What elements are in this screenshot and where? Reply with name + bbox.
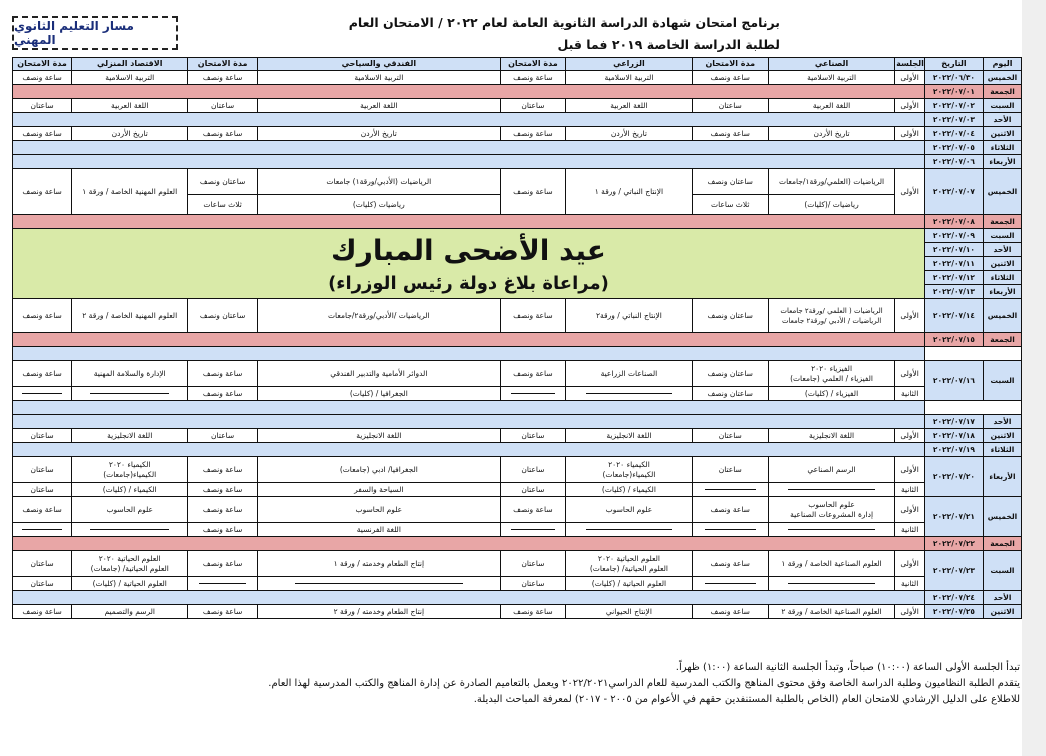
day-cell: السبت (984, 99, 1022, 113)
subject-cell (768, 299, 895, 333)
duration-cell: ثلاث ساعات (188, 195, 258, 215)
session-cell: الثانية (895, 523, 925, 537)
date-cell: ٢٠٢٢/٠٧/١٩ (924, 443, 983, 457)
subject-cell: التربية الاسلامية (768, 71, 895, 85)
subject-cell: اللغة العربية (566, 99, 693, 113)
day-cell: السبت (984, 361, 1022, 401)
eid-title: عيد الأضحى المبارك (331, 233, 606, 267)
date-cell: ٢٠٢٢/٠٧/٠١ (924, 85, 983, 99)
day-cell: الأربعاء (984, 457, 1022, 497)
subject-cell: العلوم الصناعية الخاصة / ورقة ١ (768, 551, 895, 577)
empty-cell (924, 401, 1021, 415)
date-cell: ٢٠٢٢/٠٧/٢٥ (924, 605, 983, 619)
duration-cell: ساعة ونصف (188, 361, 258, 387)
subject-line: الكيمياء ٢٠٢٠ (608, 459, 650, 469)
duration-cell: ساعة ونصف (13, 127, 72, 141)
duration-cell: ساعتان (692, 99, 768, 113)
duration-cell: ساعة ونصف (500, 497, 565, 523)
header-industrial: الصناعي (768, 58, 895, 71)
duration-cell: ساعتان (500, 483, 565, 497)
subject-cell: رياضيات (كليات) (257, 195, 500, 215)
table-row (13, 551, 1022, 577)
duration-cell: ساعتان ونصف (188, 299, 258, 333)
table-row (13, 523, 1022, 537)
subject-cell: اللغة الانجليزية (768, 429, 895, 443)
duration-cell: ساعتان (500, 429, 565, 443)
subject-line: العلوم الحياتية ٢٠٢٠ (98, 553, 161, 563)
duration-cell: ساعة ونصف (188, 457, 258, 483)
track-badge: مسار التعليم الثانوي المهني (12, 16, 178, 50)
subject-cell (768, 361, 895, 387)
date-cell: ٢٠٢٢/٠٧/٠٨ (924, 215, 983, 229)
day-cell: الأحد (984, 113, 1022, 127)
table-row (13, 605, 1022, 619)
subject-cell (72, 457, 188, 483)
header-hotel: الفندقي والسياحي (257, 58, 500, 71)
header-duration: مدة الامتحان (188, 58, 258, 71)
duration-cell: ساعة ونصف (500, 169, 565, 215)
duration-cell: ساعتان (500, 99, 565, 113)
table-row (13, 155, 1022, 169)
date-cell: ٢٠٢٢/٠٧/٠٩ (924, 229, 983, 243)
date-cell: ٢٠٢٢/٠٧/٠٢ (924, 99, 983, 113)
date-cell: ٢٠٢٢/٠٧/٢٤ (924, 591, 983, 605)
eid-holiday-banner (13, 229, 925, 299)
day-cell: الخميس (984, 71, 1022, 85)
empty-cell (13, 591, 925, 605)
subject-cell: التربية الاسلامية (257, 71, 500, 85)
date-cell: ٢٠٢٢/٠٦/٣٠ (924, 71, 983, 85)
day-cell: الجمعة (984, 85, 1022, 99)
table-row (13, 127, 1022, 141)
day-cell: الخميس (984, 299, 1022, 333)
date-cell: ٢٠٢٢/٠٧/١٠ (924, 243, 983, 257)
empty-cell (13, 401, 925, 415)
date-cell: ٢٠٢٢/٠٧/١٦ (924, 361, 983, 401)
duration-cell: ساعتان (500, 551, 565, 577)
day-cell: الجمعة (984, 333, 1022, 347)
dash-cell (500, 523, 565, 537)
header-duration: مدة الامتحان (692, 58, 768, 71)
duration-cell: ساعة ونصف (188, 497, 258, 523)
table-row (13, 347, 1022, 361)
empty-cell (13, 333, 925, 347)
day-cell: الجمعة (984, 537, 1022, 551)
subject-cell: التربية الاسلامية (72, 71, 188, 85)
header-duration: مدة الامتحان (500, 58, 565, 71)
dash-cell (566, 387, 693, 401)
subject-cell: علوم الحاسوب (72, 497, 188, 523)
subject-cell: علوم الحاسوب (566, 497, 693, 523)
subject-line: علوم الحاسوب (808, 499, 855, 509)
subject-cell: الفيزياء / (كليات) (768, 387, 895, 401)
dash-cell (768, 577, 895, 591)
subject-line: الرياضيات ( العلمي /ورقة٢ جامعات (780, 306, 883, 315)
subject-cell: إنتاج الطعام وخدمته / ورقة ٢ (257, 605, 500, 619)
session-cell: الأولى (895, 169, 925, 215)
date-cell: ٢٠٢٢/٠٧/١١ (924, 257, 983, 271)
subject-line: الكيمياء(جامعات) (103, 469, 157, 479)
dash-cell (72, 387, 188, 401)
subject-cell: الإنتاج النباتي / ورقة ١ (566, 169, 693, 215)
page-subtitle: لطلبة الدراسة الخاصة ٢٠١٩ فما قبل (557, 37, 780, 52)
dash-cell (257, 577, 500, 591)
table-row (13, 169, 1022, 195)
duration-cell: ساعة ونصف (188, 71, 258, 85)
table-row (13, 113, 1022, 127)
duration-cell: ساعة ونصف (500, 71, 565, 85)
day-cell: الثلاثاء (984, 141, 1022, 155)
date-cell: ٢٠٢٢/٠٧/١٨ (924, 429, 983, 443)
empty-cell (13, 85, 925, 99)
table-row (13, 577, 1022, 591)
duration-cell: ساعة ونصف (13, 497, 72, 523)
subject-cell: الرياضيات /الأدبي/ورقة٢/جامعات (257, 299, 500, 333)
table-row (13, 415, 1022, 429)
day-cell: السبت (984, 229, 1022, 243)
subject-cell: تاريخ الأردن (768, 127, 895, 141)
session-cell: الأولى (895, 497, 925, 523)
subject-cell: الرياضيات (الأدبي/ورقة١) جامعات (257, 169, 500, 195)
duration-cell: ساعة ونصف (188, 523, 258, 537)
subject-cell: اللغة الانجليزية (72, 429, 188, 443)
duration-cell: ساعتان (13, 457, 72, 483)
subject-line: إدارة المشروعات الصناعية (790, 509, 874, 519)
duration-cell: ساعتان (500, 577, 565, 591)
dash-cell (13, 523, 72, 537)
duration-cell: ساعة ونصف (692, 551, 768, 577)
day-cell: الجمعة (984, 215, 1022, 229)
empty-cell (13, 141, 925, 155)
subject-line: الرياضيات / الأدبي /ورقة٢ جامعات (781, 316, 882, 325)
session-cell: الثانية (895, 387, 925, 401)
day-cell: الأحد (984, 243, 1022, 257)
day-cell: الخميس (984, 169, 1022, 215)
subject-cell (566, 551, 693, 577)
duration-cell: ساعة ونصف (13, 299, 72, 333)
exam-schedule-table (12, 57, 1022, 619)
page-title: برنامج امتحان شهادة الدراسة الثانوية العامة لعام ٢٠٢٢ / الامتحان العام (348, 15, 780, 30)
table-row (13, 443, 1022, 457)
date-cell: ٢٠٢٢/٠٧/١٤ (924, 299, 983, 333)
session-cell: الثانية (895, 577, 925, 591)
subject-cell: الجغرافيا / (كليات) (257, 387, 500, 401)
empty-cell (13, 537, 925, 551)
day-cell: الاثنين (984, 429, 1022, 443)
day-cell: الاثنين (984, 127, 1022, 141)
duration-cell: ساعة ونصف (500, 127, 565, 141)
duration-cell: ساعتان (13, 483, 72, 497)
dash-cell (566, 523, 693, 537)
duration-cell: ساعتان (13, 551, 72, 577)
duration-cell: ساعة ونصف (13, 605, 72, 619)
dash-cell (500, 387, 565, 401)
duration-cell: ساعة ونصف (692, 605, 768, 619)
duration-cell: ساعتان (13, 429, 72, 443)
table-row (13, 361, 1022, 387)
table-row (13, 387, 1022, 401)
subject-cell: إنتاج الطعام وخدمته / ورقة ١ (257, 551, 500, 577)
empty-cell (13, 113, 925, 127)
dash-cell (768, 483, 895, 497)
subject-cell: الرسم الصناعي (768, 457, 895, 483)
duration-cell: ثلاث ساعات (692, 195, 768, 215)
subject-cell: اللغة العربية (768, 99, 895, 113)
subject-cell: العلوم المهنية الخاصة / ورقة ١ (72, 169, 188, 215)
duration-cell: ساعة ونصف (13, 169, 72, 215)
date-cell: ٢٠٢٢/٠٧/١٣ (924, 285, 983, 299)
table-row (13, 591, 1022, 605)
duration-cell: ساعة ونصف (692, 71, 768, 85)
header-day: اليوم (984, 58, 1022, 71)
session-cell: الأولى (895, 361, 925, 387)
duration-cell: ساعتان (500, 457, 565, 483)
subject-line: الكيمياء ٢٠٢٠ (108, 459, 151, 469)
date-cell: ٢٠٢٢/٠٧/١٥ (924, 333, 983, 347)
duration-cell: ساعة ونصف (13, 71, 72, 85)
duration-cell: ساعة ونصف (188, 483, 258, 497)
subject-cell: الجغرافيا/ ادبي (جامعات) (257, 457, 500, 483)
subject-cell: العلوم الحياتية / (كليات) (566, 577, 693, 591)
header-agricultural: الزراعي (566, 58, 693, 71)
duration-cell: ساعتان (13, 99, 72, 113)
subject-cell: تاريخ الأردن (566, 127, 693, 141)
date-cell: ٢٠٢٢/٠٧/١٢ (924, 271, 983, 285)
session-cell: الأولى (895, 71, 925, 85)
subject-cell: الكيمياء / (كليات) (566, 483, 693, 497)
subject-cell: الكيمياء / (كليات) (72, 483, 188, 497)
subject-line: الفيزياء / العلمي (جامعات) (790, 373, 874, 383)
notes-block (200, 660, 1020, 708)
duration-cell: ساعتان ونصف (692, 361, 768, 387)
note-line: تبدأ الجلسة الأولى الساعة (١٠:٠٠) صباحاً، وتبدأ الجلسة الثانية الساعة (١:٠٠) ظهراً. (675, 662, 1020, 673)
duration-cell: ساعة ونصف (188, 605, 258, 619)
table-row (13, 229, 1022, 243)
table-row (13, 483, 1022, 497)
duration-cell: ساعة ونصف (692, 127, 768, 141)
subject-cell: علوم الحاسوب (257, 497, 500, 523)
duration-cell: ساعتان (692, 429, 768, 443)
dash-cell (692, 523, 768, 537)
subject-cell: تاريخ الأردن (72, 127, 188, 141)
table-row (13, 215, 1022, 229)
dash-cell (692, 577, 768, 591)
duration-cell: ساعة ونصف (188, 551, 258, 577)
date-cell: ٢٠٢٢/٠٧/٢٢ (924, 537, 983, 551)
subject-cell: اللغة الفرنسية (257, 523, 500, 537)
day-cell: الأربعاء (984, 155, 1022, 169)
session-cell: الأولى (895, 127, 925, 141)
subject-cell: اللغة العربية (72, 99, 188, 113)
dash-cell (72, 523, 188, 537)
day-cell: الثلاثاء (984, 271, 1022, 285)
duration-cell: ساعة ونصف (500, 299, 565, 333)
table-row (13, 299, 1022, 333)
table-row (13, 497, 1022, 523)
subject-cell: الإنتاج النباتي / ورقة٢ (566, 299, 693, 333)
session-cell: الثانية (895, 483, 925, 497)
note-line: للاطلاع على الدليل الإرشادي للامتحان العام (الخاص بالطلبة المستنفدين حقهم في الأعوام من ٢٠٠٥ - ٢٠١٧) لمعرفة المباحث البديلة. (473, 694, 1020, 705)
day-cell: السبت (984, 551, 1022, 591)
date-cell: ٢٠٢٢/٠٧/٢٣ (924, 551, 983, 591)
subject-line: الكيمياء(جامعات) (602, 469, 656, 479)
duration-cell: ساعة ونصف (188, 387, 258, 401)
subject-cell: العلوم الحياتية / (كليات) (72, 577, 188, 591)
dash-cell (188, 577, 258, 591)
subject-cell: الصناعات الزراعية (566, 361, 693, 387)
duration-cell: ساعة ونصف (188, 127, 258, 141)
table-row (13, 71, 1022, 85)
day-cell: الاثنين (984, 605, 1022, 619)
date-cell: ٢٠٢٢/٠٧/٠٤ (924, 127, 983, 141)
date-cell: ٢٠٢٢/٠٧/٢١ (924, 497, 983, 537)
duration-cell: ساعة ونصف (500, 605, 565, 619)
session-cell: الأولى (895, 299, 925, 333)
duration-cell: ساعتان ونصف (692, 169, 768, 195)
subject-cell: السياحة والسفر (257, 483, 500, 497)
table-row (13, 401, 1022, 415)
subject-cell: العلوم المهنية الخاصة / ورقة ٢ (72, 299, 188, 333)
header-date: التاريخ (924, 58, 983, 71)
subject-cell: اللغة العربية (257, 99, 500, 113)
subject-cell (768, 497, 895, 523)
day-cell: الخميس (984, 497, 1022, 537)
empty-cell (13, 415, 925, 429)
table-row (13, 85, 1022, 99)
date-cell: ٢٠٢٢/٠٧/٠٣ (924, 113, 983, 127)
subject-cell: العلوم الصناعية الخاصة / ورقة ٢ (768, 605, 895, 619)
duration-cell: ساعة ونصف (13, 361, 72, 387)
header-row (13, 58, 1022, 71)
subject-line: الفيزياء ٢٠٢٠ (811, 363, 853, 373)
subject-cell: الرسم والتصميم (72, 605, 188, 619)
table-row (13, 537, 1022, 551)
subject-cell: تاريخ الأردن (257, 127, 500, 141)
table-row (13, 457, 1022, 483)
duration-cell: ساعة ونصف (692, 497, 768, 523)
dash-cell (768, 523, 895, 537)
duration-cell: ساعتان (692, 457, 768, 483)
empty-cell (13, 347, 925, 361)
date-cell: ٢٠٢٢/٠٧/٠٥ (924, 141, 983, 155)
day-cell: الاثنين (984, 257, 1022, 271)
empty-cell (13, 155, 925, 169)
date-cell: ٢٠٢٢/٠٧/٢٠ (924, 457, 983, 497)
title-block (200, 12, 780, 56)
subject-cell: الرياضيات (العلمي/ورقة١/جامعات (768, 169, 895, 195)
date-cell: ٢٠٢٢/٠٧/١٧ (924, 415, 983, 429)
duration-cell: ساعتان (13, 577, 72, 591)
table-row (13, 99, 1022, 113)
date-cell: ٢٠٢٢/٠٧/٠٦ (924, 155, 983, 169)
subject-line: العلوم الحياتية/ (جامعات) (589, 563, 669, 573)
subject-cell: الدوائر الأمامية والتدبير الفندقي (257, 361, 500, 387)
subject-line: العلوم الحياتية ٢٠٢٠ (597, 553, 660, 563)
subject-cell: الإدارة والسلامة المهنية (72, 361, 188, 387)
session-cell: الأولى (895, 457, 925, 483)
header-session: الجلسة (895, 58, 925, 71)
duration-cell: ساعتان ونصف (692, 299, 768, 333)
duration-cell: ساعتان (188, 429, 258, 443)
eid-subtitle: (مراعاة بلاغ دولة رئيس الوزراء) (328, 272, 609, 294)
day-cell: الأحد (984, 415, 1022, 429)
dash-cell (13, 387, 72, 401)
subject-cell (566, 457, 693, 483)
session-cell: الأولى (895, 99, 925, 113)
duration-cell: ساعتان ونصف (188, 169, 258, 195)
day-cell: الثلاثاء (984, 443, 1022, 457)
session-cell: الأولى (895, 551, 925, 577)
duration-cell: ساعة ونصف (500, 361, 565, 387)
subject-cell: اللغة الانجليزية (257, 429, 500, 443)
session-cell: الأولى (895, 429, 925, 443)
table-row (13, 429, 1022, 443)
day-cell: الأربعاء (984, 285, 1022, 299)
session-cell: الأولى (895, 605, 925, 619)
day-cell: الأحد (984, 591, 1022, 605)
header-home-economics: الاقتصاد المنزلي (72, 58, 188, 71)
subject-cell: رياضيات /(كليات) (768, 195, 895, 215)
table-row (13, 141, 1022, 155)
empty-cell (13, 215, 925, 229)
header-duration: مدة الامتحان (13, 58, 72, 71)
subject-cell: الإنتاج الحيواني (566, 605, 693, 619)
duration-cell: ساعتان ونصف (692, 387, 768, 401)
empty-cell (13, 443, 925, 457)
date-cell: ٢٠٢٢/٠٧/٠٧ (924, 169, 983, 215)
subject-cell: اللغة الانجليزية (566, 429, 693, 443)
subject-line: العلوم الحياتية/ (جامعات) (90, 563, 169, 573)
subject-cell: التربية الاسلامية (566, 71, 693, 85)
window-edge (1022, 0, 1046, 756)
duration-cell: ساعتان (188, 99, 258, 113)
table-row (13, 333, 1022, 347)
note-line: يتقدم الطلبة النظاميون وطلبة الدراسة الخاصة وفق محتوى المناهج والكتب المدرسية للعام الدراسي٢٠٢٢/٢٠٢١ ويعمل بالتعاميم الصادرة عن إدارة المناهج والكتب المدرسية لهذا العام. (268, 678, 1020, 689)
empty-cell (924, 347, 1021, 361)
dash-cell (692, 483, 768, 497)
subject-cell (72, 551, 188, 577)
